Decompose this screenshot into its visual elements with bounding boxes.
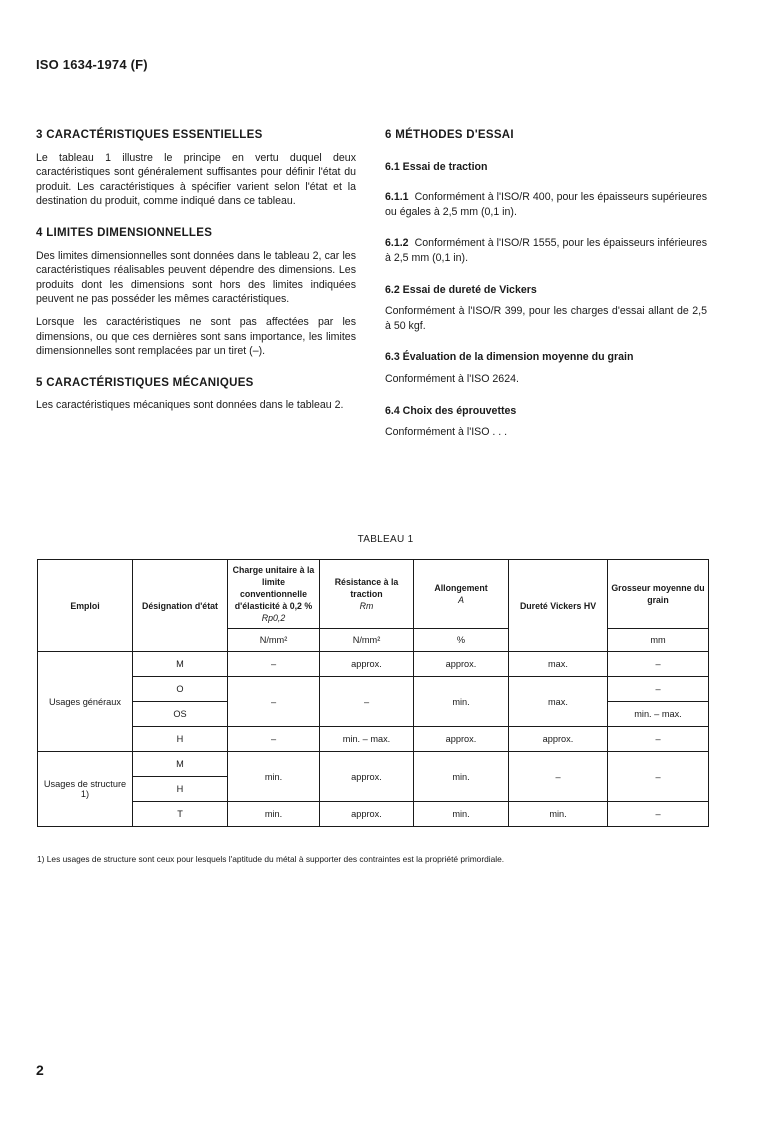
state-cell: H bbox=[133, 777, 228, 802]
charge-cell: – bbox=[228, 727, 320, 752]
header-charge bbox=[228, 560, 320, 629]
durete-cell: max. bbox=[509, 677, 608, 727]
allongement-cell: min. bbox=[414, 802, 509, 827]
table-row bbox=[38, 727, 709, 752]
section-6-1-title: 6.1 Essai de traction bbox=[385, 160, 488, 173]
charge-cell: – bbox=[228, 652, 320, 677]
state-cell: M bbox=[133, 652, 228, 677]
table-row bbox=[38, 652, 709, 677]
charge-cell: – bbox=[228, 677, 320, 727]
section-6-title: 6 MÉTHODES D'ESSAI bbox=[385, 129, 514, 141]
allongement-cell: approx. bbox=[414, 652, 509, 677]
header-designation: Désignation d'état bbox=[133, 560, 228, 652]
table-footnote: 1) Les usages de structure sont ceux pour lesquels l'aptitude du métal à supporter des contraintes est la propriété primordiale. bbox=[37, 854, 505, 864]
grosseur-cell: – bbox=[608, 752, 709, 802]
right-column bbox=[385, 128, 707, 448]
header-allongement-label: Allongement bbox=[434, 583, 488, 593]
grosseur-cell: min. – max. bbox=[608, 702, 709, 727]
resistance-cell: approx. bbox=[320, 652, 414, 677]
header-resistance bbox=[320, 560, 414, 629]
page-number: 2 bbox=[36, 1062, 44, 1078]
table-row bbox=[38, 802, 709, 827]
section-6-1-1 bbox=[385, 190, 707, 219]
header-durete: Dureté Vickers HV bbox=[509, 560, 608, 652]
section-6-1-2-number: 6.1.2 bbox=[385, 237, 409, 250]
section-6-2-text: Conformément à l'ISO/R 399, pour les charges d'essai allant de 2,5 à 50 kgf. bbox=[385, 305, 707, 332]
section-4-paragraph-2: Lorsque les caractéristiques ne sont pas affectées par les dimensions, ou que ces dernières sont sans importance, les limites dimensionnelles sont remplacées par un tiret (–). bbox=[36, 315, 356, 358]
section-5-paragraph: Les caractéristiques mécaniques sont données dans le tableau 2. bbox=[36, 399, 344, 412]
header-resistance-label: Résistance à la traction bbox=[334, 577, 399, 599]
document-header: ISO 1634-1974 (F) bbox=[36, 57, 148, 72]
header-allongement-symbol: A bbox=[458, 595, 464, 605]
header-resistance-symbol: Rm bbox=[359, 601, 374, 611]
section-6-1-1-text: Conformément à l'ISO/R 400, pour les épaisseurs supérieures ou égales à 2,5 mm (0,1 in). bbox=[385, 191, 707, 218]
section-6-1-2-text: Conformément à l'ISO/R 1555, pour les épaisseurs inférieures à 2,5 mm (0,1 in). bbox=[385, 237, 707, 264]
section-4-paragraph-1: Des limites dimensionnelles sont données dans le tableau 2, car les caractéristiques réalisables peuvent dépendre des dimensions. Les produits dont les dimensions sont hors des limites indiquées peuvent ne pas posséder les mêmes caractéristiques. bbox=[36, 249, 356, 306]
header-allongement bbox=[414, 560, 509, 629]
table-header-row bbox=[38, 560, 709, 629]
table-row bbox=[38, 752, 709, 777]
resistance-cell: – bbox=[320, 677, 414, 727]
section-5-title: 5 CARACTÉRISTIQUES MÉCANIQUES bbox=[36, 376, 254, 389]
state-cell: H bbox=[133, 727, 228, 752]
state-cell: M bbox=[133, 752, 228, 777]
grosseur-cell: – bbox=[608, 802, 709, 827]
unit-charge: N/mm² bbox=[228, 629, 320, 652]
resistance-cell: min. – max. bbox=[320, 727, 414, 752]
grosseur-cell: – bbox=[608, 677, 709, 702]
section-6-1-1-number: 6.1.1 bbox=[385, 191, 409, 204]
section-4-title: 4 LIMITES DIMENSIONNELLES bbox=[36, 226, 213, 239]
charge-cell: min. bbox=[228, 752, 320, 802]
durete-cell: max. bbox=[509, 652, 608, 677]
section-6-4-text: Conformément à l'ISO . . . bbox=[385, 426, 508, 439]
group-usages-structure: Usages de structure 1) bbox=[38, 752, 133, 827]
resistance-cell: approx. bbox=[320, 802, 414, 827]
section-6-3-title: 6.3 Évaluation de la dimension moyenne du grain bbox=[385, 351, 634, 364]
header-grosseur: Grosseur moyenne du grain bbox=[608, 560, 709, 629]
grosseur-cell: – bbox=[608, 652, 709, 677]
header-emploi: Emploi bbox=[38, 560, 133, 652]
table-1 bbox=[37, 559, 709, 827]
group-usages-generaux: Usages généraux bbox=[38, 652, 133, 752]
allongement-cell: min. bbox=[414, 677, 509, 727]
section-6-4-title: 6.4 Choix des éprouvettes bbox=[385, 404, 517, 417]
unit-allongement: % bbox=[414, 629, 509, 652]
section-6-3-text: Conformément à l'ISO 2624. bbox=[385, 372, 519, 385]
left-column bbox=[36, 128, 356, 421]
allongement-cell: approx. bbox=[414, 727, 509, 752]
unit-resistance: N/mm² bbox=[320, 629, 414, 652]
section-3-title: 3 CARACTÉRISTIQUES ESSENTIELLES bbox=[36, 129, 263, 141]
state-cell: O bbox=[133, 677, 228, 702]
grosseur-cell: – bbox=[608, 727, 709, 752]
section-6-1-2 bbox=[385, 236, 707, 265]
allongement-cell: min. bbox=[414, 752, 509, 802]
durete-cell: min. bbox=[509, 802, 608, 827]
charge-cell: min. bbox=[228, 802, 320, 827]
resistance-cell: approx. bbox=[320, 752, 414, 802]
table-caption: TABLEAU 1 bbox=[357, 534, 414, 545]
state-cell: T bbox=[133, 802, 228, 827]
unit-grosseur: mm bbox=[608, 629, 709, 652]
state-cell: OS bbox=[133, 702, 228, 727]
durete-cell: – bbox=[509, 752, 608, 802]
section-3-paragraph: Le tableau 1 illustre le principe en vertu duquel deux caractéristiques sont généralement suffisantes pour définir l'état du produit. Les caractéristiques à spécifier varient selon l'état et la destination du produit, comme indiqué dans ce tableau. bbox=[36, 151, 356, 208]
table-row bbox=[38, 677, 709, 702]
section-6-2-title: 6.2 Essai de dureté de Vickers bbox=[385, 283, 537, 296]
header-charge-label: Charge unitaire à la limite conventionnelle d'élasticité à 0,2 % bbox=[232, 565, 315, 611]
header-charge-symbol: Rp0,2 bbox=[261, 613, 286, 623]
durete-cell: approx. bbox=[509, 727, 608, 752]
